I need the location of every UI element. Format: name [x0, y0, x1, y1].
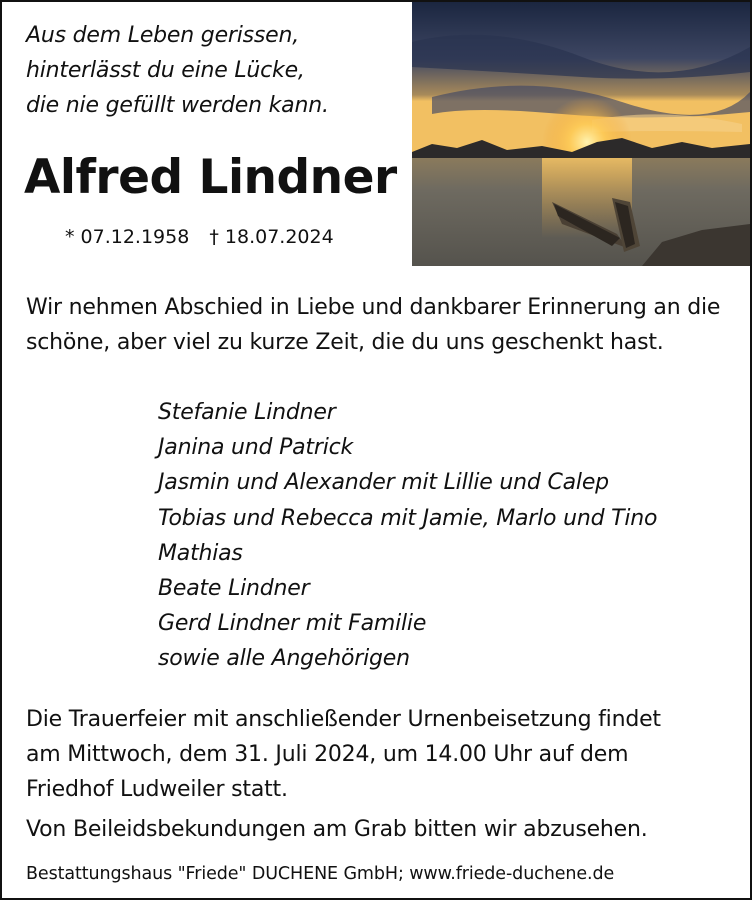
mourners-list	[158, 395, 657, 677]
deceased-name: Alfred Lindner	[24, 150, 397, 205]
quote-line: die nie gefüllt werden kann.	[26, 93, 329, 118]
farewell-text: Wir nehmen Abschied in Liebe und dankbarer Erinnerung an die schöne, aber viel zu kurze Zeit, die du uns geschenkt hast.	[26, 295, 721, 355]
ceremony-line: Die Trauerfeier mit anschließender Urnenbeisetzung findet	[26, 707, 661, 732]
mourner-entry: Janina und Patrick	[158, 435, 354, 461]
birth-date: * 07.12.1958	[65, 226, 190, 248]
mourner-entry: Gerd Lindner mit Familie	[158, 611, 427, 637]
funeral-home-footer: Bestattungshaus "Friede" DUCHENE GmbH; www.friede-duchene.de	[26, 864, 615, 884]
mourner-entry: Tobias und Rebecca mit Jamie, Marlo und Tino	[158, 505, 658, 531]
mourner-entry: Mathias	[158, 540, 243, 566]
condolence-request: Von Beileidsbekundungen am Grab bitten wir abzusehen.	[26, 817, 648, 842]
life-dates	[65, 226, 348, 248]
quote-line: hinterlässt du eine Lücke,	[26, 58, 305, 83]
mourner-entry: Jasmin und Alexander mit Lillie und Calep	[158, 470, 609, 496]
mourner-entry: sowie alle Angehörigen	[158, 646, 410, 672]
lake-sunset-boats-photo	[412, 2, 750, 266]
death-date: † 18.07.2024	[209, 226, 334, 248]
ceremony-line: am Mittwoch, dem 31. Juli 2024, um 14.00 Uhr auf dem	[26, 742, 629, 767]
ceremony-details	[26, 702, 736, 807]
quote-line: Aus dem Leben gerissen,	[26, 23, 300, 48]
ceremony-line: Friedhof Ludweiler statt.	[26, 777, 288, 802]
mourner-entry: Beate Lindner	[158, 576, 310, 602]
memorial-quote	[26, 18, 329, 123]
mourner-entry: Stefanie Lindner	[158, 400, 336, 425]
